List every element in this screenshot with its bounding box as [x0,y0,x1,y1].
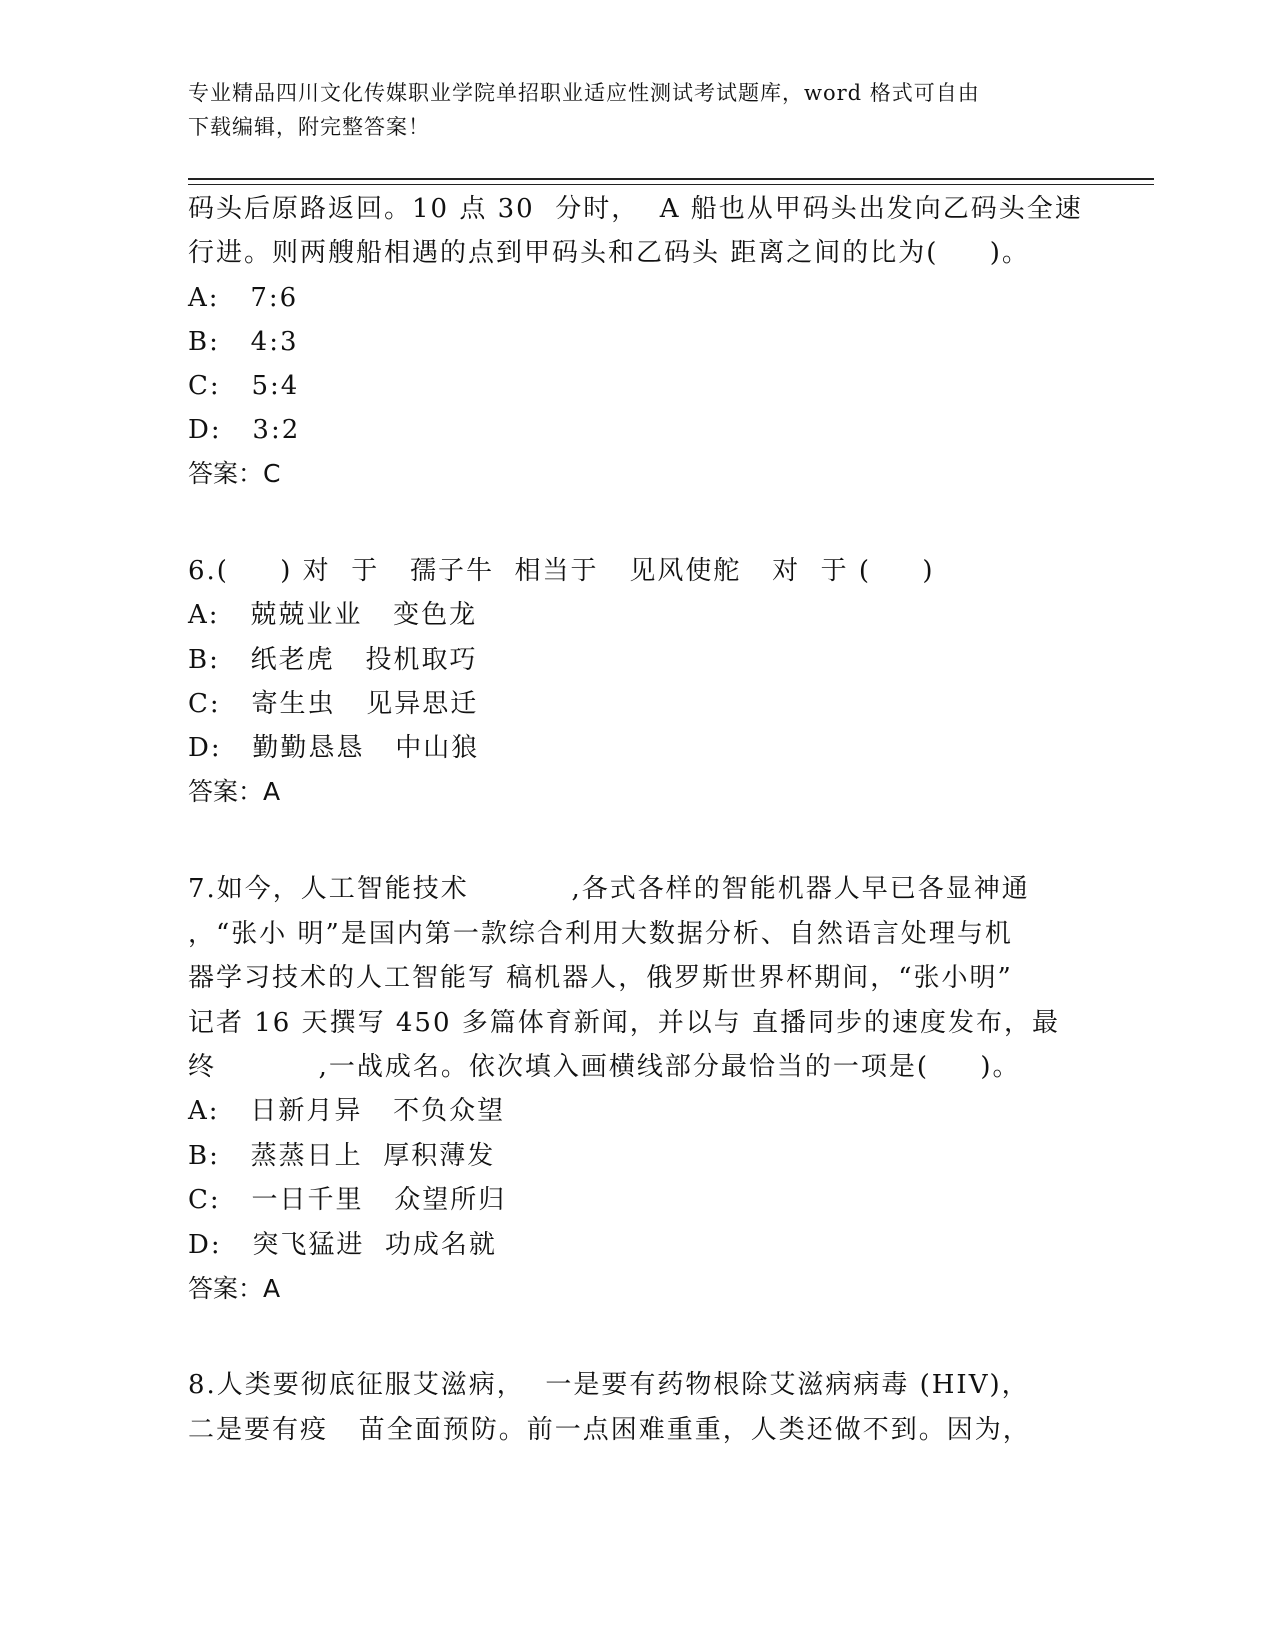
q6-option-d: D: 勤勤恳恳 中山狼 [188,733,480,763]
q8-stem-line-1: 8.人类要彻底征服艾滋病， 一是要有药物根除艾滋病病毒 (HIV)， [188,1370,1030,1400]
q7-option-b: B: 蒸蒸日上 厚积薄发 [188,1141,496,1171]
q5-option-d: D: 3:2 [188,415,301,445]
q5-option-b: B: 4:3 [188,327,299,357]
q7-answer: 答案：A [188,1274,281,1303]
q5-option-a: A: 7:6 [188,283,299,313]
header-divider-thin [188,184,1154,185]
q6-option-a: A: 兢兢业业 变色龙 [188,600,478,630]
q7-stem-line-5: 终 ,一战成名。依次填入画横线部分最恰当的一项是( )。 [188,1052,1021,1082]
page-header [188,76,1088,144]
q7-stem-line-1: 7.如今，人工智能技术 ,各式各样的智能机器人早已各显神通 [188,874,1030,904]
q6-option-c: C: 寄生虫 见异思迁 [188,689,479,719]
q6-stem-line-1: 6.( ) 对 于 孺子牛 相当于 见风使舵 对 于 ( ) [188,556,935,586]
q7-option-d: D: 突飞猛进 功成名就 [188,1230,497,1260]
q6-option-b: B: 纸老虎 投机取巧 [188,645,478,675]
header-line-1: 专业精品四川文化传媒职业学院单招职业适应性测试考试题库，word 格式可自由 [188,81,980,105]
q6-answer: 答案：A [188,777,281,806]
q7-stem-line-2: ，“张小 明”是国内第一款综合利用大数据分析、自然语言处理与机 [188,919,1013,949]
q7-stem-line-3: 器学习技术的人工智能写 稿机器人，俄罗斯世界杯期间，“张小明” [188,963,1013,993]
header-divider-thick [188,178,1154,180]
q5-stem-line-1: 码头后原路返回。10 点 30 分时， A 船也从甲码头出发向乙码头全速 [188,194,1083,224]
header-line-2: 下载编辑，附完整答案！ [188,115,430,139]
q7-option-a: A: 日新月异 不负众望 [188,1096,506,1126]
q5-stem-line-2: 行进。则两艘船相遇的点到甲码头和乙码头 距离之间的比为( )。 [188,238,1030,268]
q8-stem-line-2: 二是要有疫 苗全面预防。前一点困难重重，人类还做不到。因为， [188,1415,1031,1445]
q5-option-c: C: 5:4 [188,371,300,401]
q7-option-c: C: 一日千里 众望所归 [188,1185,507,1215]
q7-stem-line-4: 记者 16 天撰写 450 多篇体育新闻，并以与 直播同步的速度发布，最 [188,1008,1061,1038]
q5-answer: 答案：C [188,459,281,488]
